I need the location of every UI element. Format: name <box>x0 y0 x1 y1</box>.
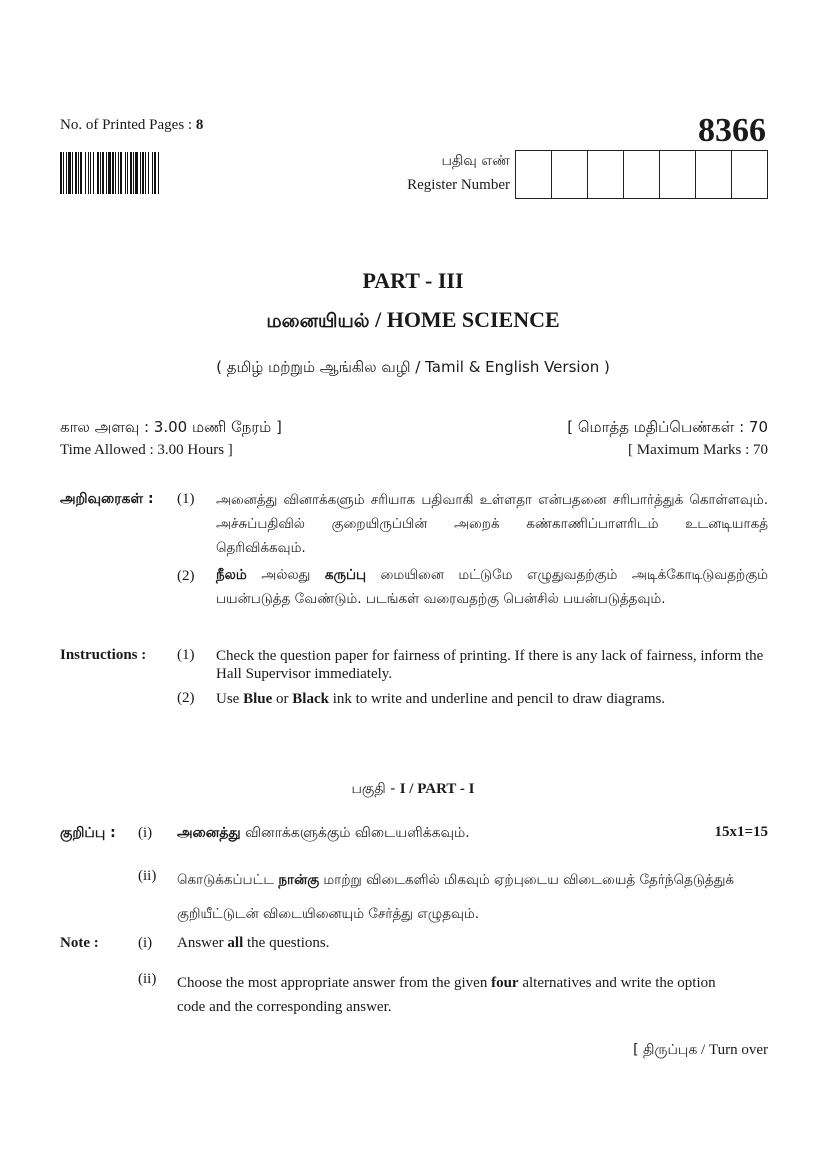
note-num: (ii) <box>138 971 157 987</box>
time-allowed-en: Time Allowed : 3.00 Hours ] <box>60 442 233 458</box>
instruction-ta-2 <box>216 563 768 611</box>
instruction-num: (2) <box>177 568 195 584</box>
blue-word-ta: நீலம் <box>216 567 247 583</box>
all-word-ta: அனைத்து <box>177 825 241 841</box>
black-word: Black <box>292 691 329 707</box>
or-word: or <box>272 691 293 707</box>
register-digit-box[interactable] <box>624 151 660 198</box>
instruction-ta-2-rest: மையினை மட்டுமே எழுதுவதற்கும் அடிக்கோடிடுவதற்கும் பயன்படுத்த வேண்டும். படங்கள் வரைவதற்கு பென்சில் பயன்படுத்தவும். <box>216 567 768 607</box>
register-digit-box[interactable] <box>696 151 732 198</box>
subject-ta: மனையியல் <box>266 310 370 332</box>
register-number-boxes[interactable] <box>515 150 768 199</box>
note-label-ta: குறிப்பு : <box>60 825 116 841</box>
register-number-label-ta: பதிவு எண் <box>441 153 510 169</box>
instruction-num: (2) <box>177 690 195 706</box>
note-num: (i) <box>138 825 153 841</box>
subject-title <box>0 307 826 335</box>
max-marks-en: [ Maximum Marks : 70 <box>628 442 768 458</box>
instructions-label-en: Instructions : <box>60 647 147 663</box>
part-title: PART - III <box>362 268 464 293</box>
register-digit-box[interactable] <box>588 151 624 198</box>
note-ta-1-rest: வினாக்களுக்கும் விடையளிக்கவும். <box>240 825 470 841</box>
blue-word: Blue <box>243 691 273 707</box>
four-word-ta: நான்கு <box>278 872 320 888</box>
note-ta-2 <box>177 863 737 931</box>
part1-heading-ta: பகுதி - <box>351 781 400 797</box>
register-digit-box[interactable] <box>516 151 552 198</box>
register-digit-box[interactable] <box>552 151 588 198</box>
instructions-label-ta: அறிவுரைகள் : <box>60 491 154 507</box>
turn-over-en: / Turn over <box>697 1042 768 1058</box>
paper-code: 8366 <box>698 112 766 149</box>
register-digit-box[interactable] <box>660 151 696 198</box>
four-word: four <box>491 975 519 991</box>
part1-heading-en: I / PART - I <box>399 781 475 797</box>
note-en-2-pre: Choose the most appropriate answer from the given <box>177 975 492 991</box>
all-word: all <box>227 935 244 951</box>
instruction-num: (1) <box>177 647 195 663</box>
or-word-ta: அல்லது <box>246 567 325 583</box>
note-en-2 <box>177 971 737 1019</box>
version-line: ( தமிழ் மற்றும் ஆங்கில வழி / Tamil & English Version ) <box>216 358 610 376</box>
note-en-1 <box>177 935 330 952</box>
note-en-1-rest: the questions. <box>243 935 330 951</box>
instruction-en-1: Check the question paper for fairness of printing. If there is any lack of fairness, inform the Hall Supervisor immediately. <box>216 648 764 682</box>
black-word-ta: கருப்பு <box>324 567 367 583</box>
subject-en: HOME SCIENCE <box>386 307 560 332</box>
register-digit-box[interactable] <box>732 151 767 198</box>
printed-pages-label: No. of Printed Pages : <box>60 117 196 133</box>
note-en-1-pre: Answer <box>177 935 228 951</box>
note-ta-2-pre: கொடுக்கப்பட்ட <box>177 872 279 888</box>
note-num: (i) <box>138 935 153 951</box>
part1-heading <box>0 781 826 799</box>
turn-over-ta: [ திருப்புக <box>633 1042 698 1058</box>
instruction-num: (1) <box>177 491 195 507</box>
time-allowed-ta: கால அளவு : 3.00 மணி நேரம் ] <box>60 418 282 436</box>
instruction-ta-1: அனைத்து வினாக்களும் சரியாக பதிவாகி உள்ளதா என்பதனை சரிபார்த்துக் கொள்ளவும். அச்சுப்பதிவில் குறையிருப்பின் அறைக் கண்காணிப்பாளரிடம் உடனடியாகத் தெரிவிக்கவும். <box>216 492 768 556</box>
barcode-icon <box>60 152 236 194</box>
max-marks-ta: [ மொத்த மதிப்பெண்கள் : 70 <box>567 418 768 436</box>
turn-over <box>633 1042 768 1060</box>
note-en-2-rest: alternatives and write the option code and the corresponding answer. <box>177 975 716 1015</box>
subject-sep: / <box>369 307 387 332</box>
printed-pages <box>60 117 203 134</box>
instruction-en-2 <box>216 690 768 708</box>
note-ta-1 <box>177 825 470 843</box>
printed-pages-value: 8 <box>195 117 204 133</box>
instruction-en-2-pre: Use <box>216 691 244 707</box>
note-label-en: Note : <box>60 935 99 951</box>
note-ta-2-rest: மாற்று விடைகளில் மிகவும் ஏற்புடைய விடையைத் தேர்ந்தெடுத்துக் குறியீட்டுடன் விடையினையும் சேர்த்து எழுதவும். <box>177 872 735 922</box>
instruction-en-2-rest: ink to write and underline and pencil to draw diagrams. <box>328 691 666 707</box>
note-num: (ii) <box>138 868 157 884</box>
register-number-label-en: Register Number <box>407 177 510 193</box>
part1-marks: 15x1=15 <box>714 824 768 840</box>
